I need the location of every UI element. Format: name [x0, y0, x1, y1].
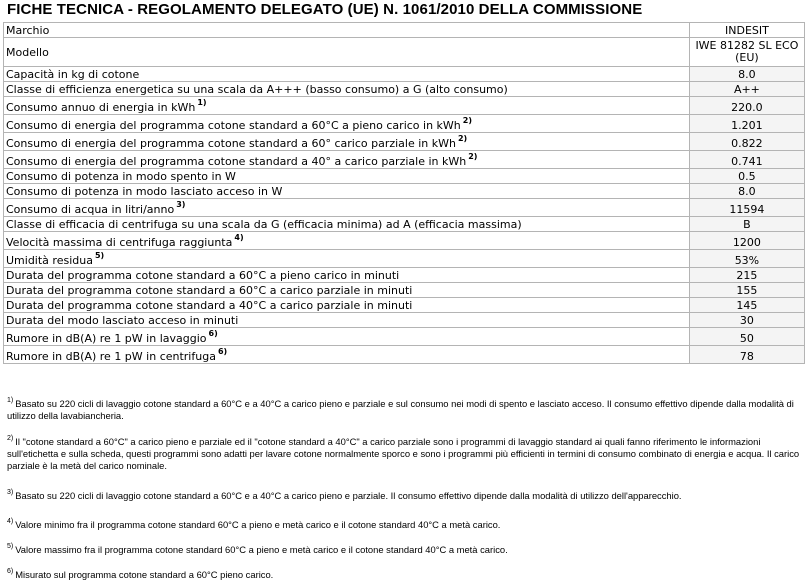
row-value: 0.822: [689, 133, 804, 151]
footnote-text: Il "cotone standard a 60°C" a carico pieno e parziale ed il "cotone standard a 40°C" a carico parziale sono i programmi di lavaggio standard ai quali fanno riferimento le informazioni sull'etichetta e sulla scheda, questi programmi sono adatti per lavare cotone normalmente sporco e sono i programmi più efficienti in termini di consumo combinato di energia e acqua. Il carico parziale è la metà del carico nominale.: [7, 436, 800, 471]
row-label: Umidità residua $^{5)}$: [4, 250, 690, 268]
footnote-mark: 5): [7, 543, 14, 550]
row-label: Classe di efficacia di centrifuga su una scala da G (efficacia minima) ad A (efficacia massima): [4, 217, 690, 232]
row-label: Durata del modo lasciato acceso in minuti: [4, 313, 690, 328]
row-value: INDESIT: [689, 23, 804, 38]
footnote-ref: 2): [457, 134, 468, 143]
row-label: Capacità in kg di cotone: [4, 67, 690, 82]
row-value: 220.0: [689, 97, 804, 115]
row-value: 8.0: [689, 184, 804, 199]
footnote-mark: 1): [7, 397, 14, 404]
row-label: Durata del programma cotone standard a 60°C a pieno carico in minuti: [4, 268, 690, 283]
row-value: A++: [689, 82, 804, 97]
row-label: Rumore in dB(A) re 1 pW in lavaggio $^{6)}$: [4, 328, 690, 346]
row-value: 1.201: [689, 115, 804, 133]
row-label: Classe di efficienza energetica su una scala da A+++ (basso consumo) a G (alto consumo): [4, 82, 690, 97]
row-value: 155: [689, 283, 804, 298]
row-value: 53%: [689, 250, 804, 268]
row-value: 11594: [689, 199, 804, 217]
row-label: Rumore in dB(A) re 1 pW in centrifuga $^{6)}$: [4, 346, 690, 364]
footnote-ref: 2): [462, 116, 472, 125]
footnote: [7, 436, 802, 472]
footnote: [7, 490, 802, 502]
footnote-mark: 2): [7, 435, 14, 442]
row-value: 0.741: [689, 151, 804, 169]
table-row: [4, 346, 805, 364]
table-row: [4, 250, 805, 268]
row-label: Consumo annuo di energia in kWh $^{1)}$: [4, 97, 690, 115]
row-value: 30: [689, 313, 804, 328]
table-row: [4, 184, 805, 199]
row-value: 50: [689, 328, 804, 346]
row-label: Consumo di acqua in litri/anno $^{3)}$: [4, 199, 690, 217]
table-row: [4, 199, 805, 217]
row-label: Velocità massima di centrifuga raggiunta $^{4)}$: [4, 232, 690, 250]
row-value: 215: [689, 268, 804, 283]
page-title: FICHE TECNICA - REGOLAMENTO DELEGATO (UE) N. 1061/2010 DELLA COMMISSIONE: [7, 1, 643, 18]
footnote-text: Basato su 220 cicli di lavaggio cotone standard a 60°C e a 40°C a carico pieno e parziale e sul consumo nei modi di spento e lasciato acceso. Il consumo effettivo dipende dalla modalità di utilizzo della lavabiancheria.: [7, 398, 794, 421]
row-label: Durata del programma cotone standard a 40°C a carico parziale in minuti: [4, 298, 690, 313]
footnote-text: Misurato sul programma cotone standard a 60°C pieno carico.: [15, 569, 274, 580]
row-value: 145: [689, 298, 804, 313]
row-label: Consumo di potenza in modo lasciato acceso in W: [4, 184, 690, 199]
footnote-mark: 6): [7, 568, 14, 575]
footnote-text: Valore minimo fra il programma cotone standard 60°C a pieno e metà carico e il cotone standard 40°C a metà carico.: [15, 519, 501, 530]
footnote: [7, 519, 802, 531]
row-value: 1200: [689, 232, 804, 250]
spec-table: [3, 22, 805, 364]
footnote: [7, 544, 802, 556]
table-row: [4, 133, 805, 151]
footnote-ref: 4): [234, 233, 244, 242]
footnote-ref: 5): [94, 251, 105, 260]
row-value: IWE 81282 SL ECO (EU): [689, 38, 804, 67]
table-row: [4, 283, 805, 298]
row-label: Consumo di energia del programma cotone standard a 60° carico parziale in kWh $^{2)}$: [4, 133, 690, 151]
table-row: [4, 23, 805, 38]
footnote-ref: 1): [197, 98, 207, 107]
table-row: [4, 38, 805, 67]
row-label: Durata del programma cotone standard a 60°C a carico parziale in minuti: [4, 283, 690, 298]
row-label: Marchio: [4, 23, 690, 38]
table-row: [4, 115, 805, 133]
table-row: [4, 328, 805, 346]
footnote-ref: 2): [468, 152, 478, 161]
table-row: [4, 217, 805, 232]
table-row: [4, 232, 805, 250]
footnote-ref: 3): [176, 200, 186, 209]
footnote: [7, 398, 802, 422]
row-value: 8.0: [689, 67, 804, 82]
table-row: [4, 97, 805, 115]
footnote-mark: 3): [7, 489, 14, 496]
table-row: [4, 67, 805, 82]
row-label: Modello: [4, 38, 690, 67]
table-row: [4, 82, 805, 97]
row-label: Consumo di energia del programma cotone standard a 40° a carico parziale in kWh $^{2)}$: [4, 151, 690, 169]
table-row: [4, 268, 805, 283]
footnote-text: Valore massimo fra il programma cotone standard 60°C a pieno e metà carico e il cotone standard 40°C a metà carico.: [15, 544, 508, 555]
row-label: Consumo di potenza in modo spento in W: [4, 169, 690, 184]
table-row: [4, 313, 805, 328]
row-value: B: [689, 217, 804, 232]
row-label: Consumo di energia del programma cotone standard a 60°C a pieno carico in kWh $^{2)}$: [4, 115, 690, 133]
footnote-mark: 4): [7, 518, 14, 525]
row-value: 78: [689, 346, 804, 364]
table-row: [4, 298, 805, 313]
footnote-text: Basato su 220 cicli di lavaggio cotone standard a 60°C e a 40°C a carico pieno e parziale. Il consumo effettivo dipende dalla modalità di utilizzo dell'apparecchio.: [15, 490, 682, 501]
row-value: 0.5: [689, 169, 804, 184]
footnote-ref: 6): [217, 347, 228, 356]
footnote-ref: 6): [208, 329, 218, 338]
table-row: [4, 169, 805, 184]
footnote: [7, 569, 802, 581]
table-row: [4, 151, 805, 169]
